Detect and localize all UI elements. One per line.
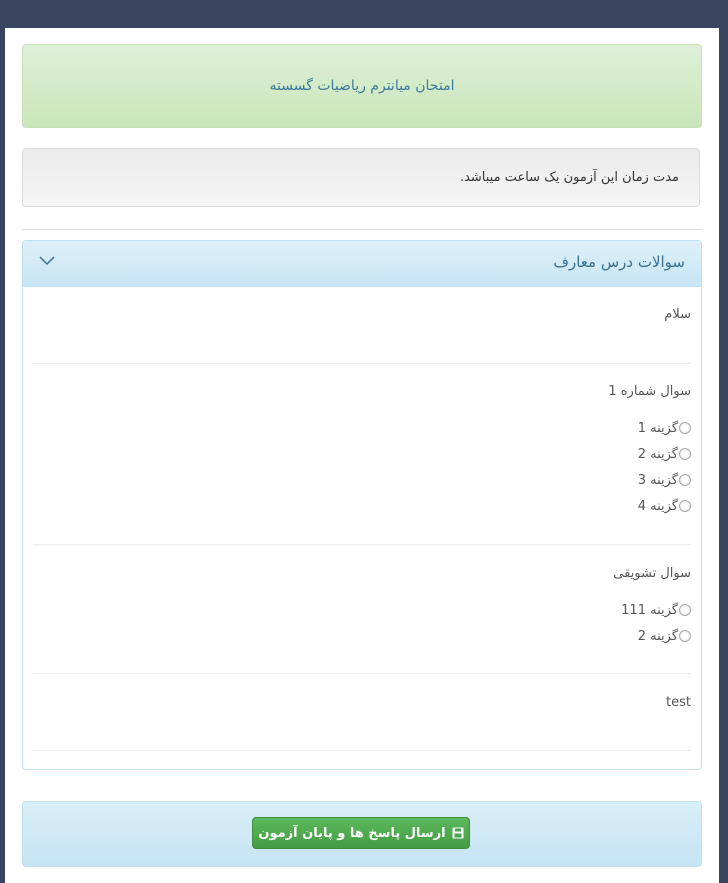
option-radio[interactable] — [679, 604, 691, 616]
option-radio[interactable] — [679, 448, 691, 460]
question-separator — [33, 544, 691, 545]
option-radio[interactable] — [679, 630, 691, 642]
option-label: گزینه 4 — [637, 498, 678, 514]
submit-label: ارسال پاسخ ها و پایان آزمون — [258, 825, 446, 841]
chevron-down-icon[interactable] — [38, 251, 56, 269]
exam-title: امتحان میانترم ریاضیات گسسته — [269, 78, 455, 94]
panel-heading[interactable] — [23, 241, 701, 287]
question-item — [33, 307, 691, 322]
question-text: سلام — [664, 307, 691, 322]
question-item — [33, 384, 691, 519]
option-radio[interactable] — [679, 500, 691, 512]
top-bar — [0, 0, 728, 28]
duration-notice — [22, 148, 700, 207]
question-separator — [33, 673, 691, 674]
section-title: سوالات درس معارف — [553, 253, 685, 271]
question-separator — [33, 750, 691, 751]
question-item — [33, 566, 691, 649]
exam-page — [5, 28, 719, 883]
save-icon — [452, 827, 464, 839]
option-label: گزینه 1 — [637, 420, 678, 436]
question-item — [33, 695, 691, 710]
option-label: گزینه 3 — [637, 472, 678, 488]
option-label: گزینه 111 — [621, 602, 678, 618]
questions-panel — [22, 240, 702, 770]
option-label: گزینه 2 — [637, 446, 678, 462]
option-row[interactable] — [33, 597, 691, 623]
exam-title-alert — [22, 44, 702, 128]
option-radio[interactable] — [679, 422, 691, 434]
submit-panel — [22, 801, 702, 867]
question-text: سوال تشویقی — [613, 566, 691, 581]
option-row[interactable] — [33, 467, 691, 493]
option-label: گزینه 2 — [637, 628, 678, 644]
option-row[interactable] — [33, 493, 691, 519]
option-row[interactable] — [33, 623, 691, 649]
duration-text: مدت زمان این آزمون یک ساعت میباشد. — [459, 170, 679, 185]
question-text: test — [666, 695, 691, 710]
option-row[interactable] — [33, 441, 691, 467]
question-text: سوال شماره 1 — [608, 384, 691, 399]
option-row[interactable] — [33, 415, 691, 441]
divider — [22, 229, 702, 230]
submit-answers-button[interactable] — [252, 817, 470, 849]
question-separator — [33, 363, 691, 364]
option-radio[interactable] — [679, 474, 691, 486]
